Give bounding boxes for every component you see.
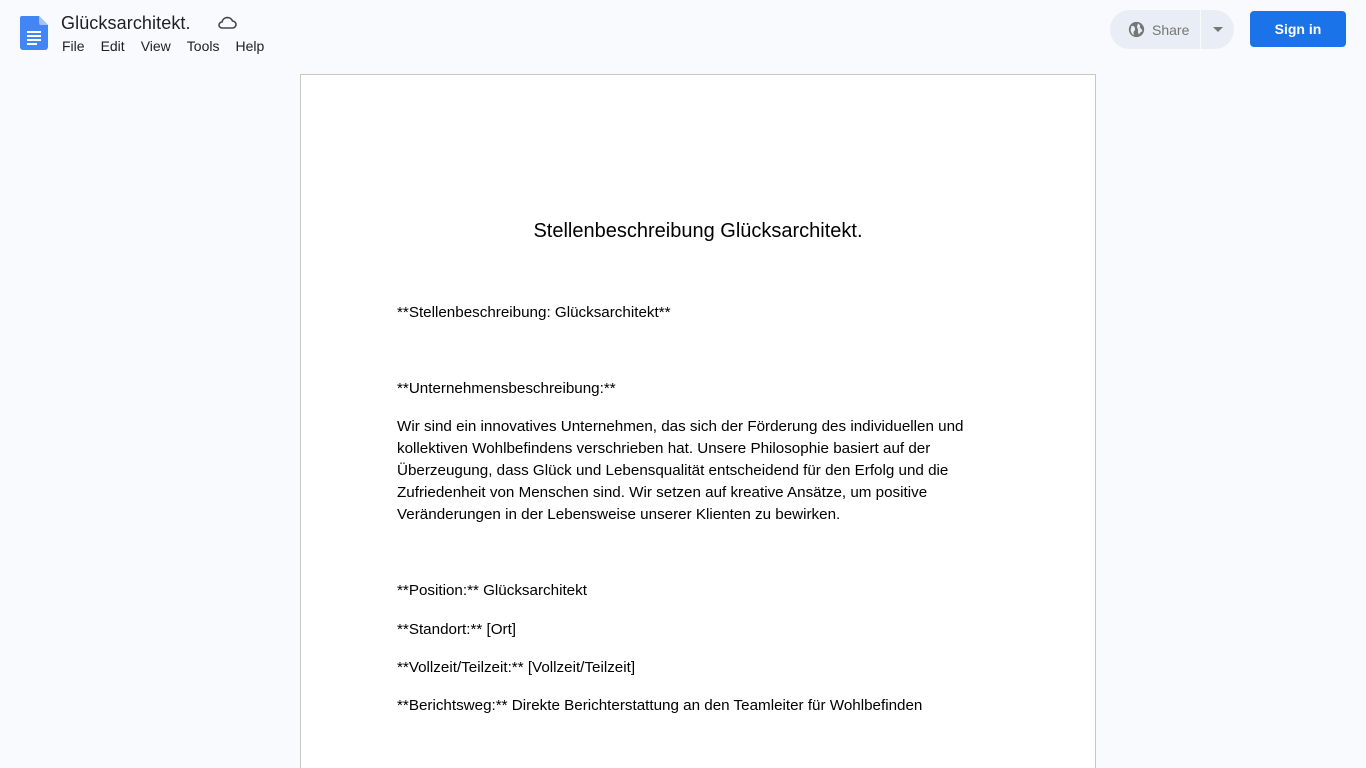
share-button[interactable] (1110, 10, 1200, 49)
menu-file[interactable]: File (62, 38, 85, 54)
paragraph-company-heading: **Unternehmensbeschreibung:** (397, 380, 616, 397)
paragraph-employment-type: **Vollzeit/Teilzeit:** [Vollzeit/Teilzeit] (397, 659, 636, 676)
menu-help[interactable]: Help (235, 38, 265, 54)
menu-view[interactable]: View (140, 38, 171, 54)
menu-tools[interactable]: Tools (186, 38, 220, 54)
sign-in-button[interactable]: Sign in (1250, 11, 1346, 47)
google-docs-icon[interactable] (20, 16, 48, 50)
menu-edit[interactable]: Edit (100, 38, 125, 54)
share-dropdown-button[interactable] (1201, 10, 1234, 49)
paragraph-title: **Stellenbeschreibung: Glücksarchitekt** (397, 304, 671, 321)
paragraph-position: **Position:** Glücksarchitekt (397, 582, 587, 599)
caret-down-icon (1213, 27, 1223, 32)
paragraph-location: **Standort:** [Ort] (397, 621, 517, 638)
paragraph-reporting-line: **Berichtsweg:** Direkte Berichterstattung an den Teamleiter für Wohlbefinden (397, 697, 923, 714)
globe-icon (1128, 21, 1145, 38)
menu-bar (54, 36, 272, 56)
cloud-icon[interactable] (217, 15, 237, 31)
share-group (1110, 10, 1234, 49)
share-label: Share (1152, 21, 1190, 38)
paragraph-company-description: Wir sind ein innovatives Unternehmen, das sich der Förderung des individuellen und kollektiven Wohlbefindens verschrieben hat. Unsere Philosophie basiert auf der Überzeugung, dass Glück und Lebensqualität entscheidend für den Erfolg und die Zufriedenheit von Menschen sind. Wir setzen auf kreative Ansätze, um positive Veränderungen in der Lebensweise unserer Klienten zu bewirken. (397, 418, 964, 523)
document-title[interactable]: Glücksarchitekt. (61, 12, 191, 33)
top-bar (0, 0, 1366, 64)
title-row (61, 12, 237, 34)
document-page[interactable] (300, 74, 1096, 768)
document-heading: Stellenbeschreibung Glücksarchitekt. (533, 220, 863, 242)
